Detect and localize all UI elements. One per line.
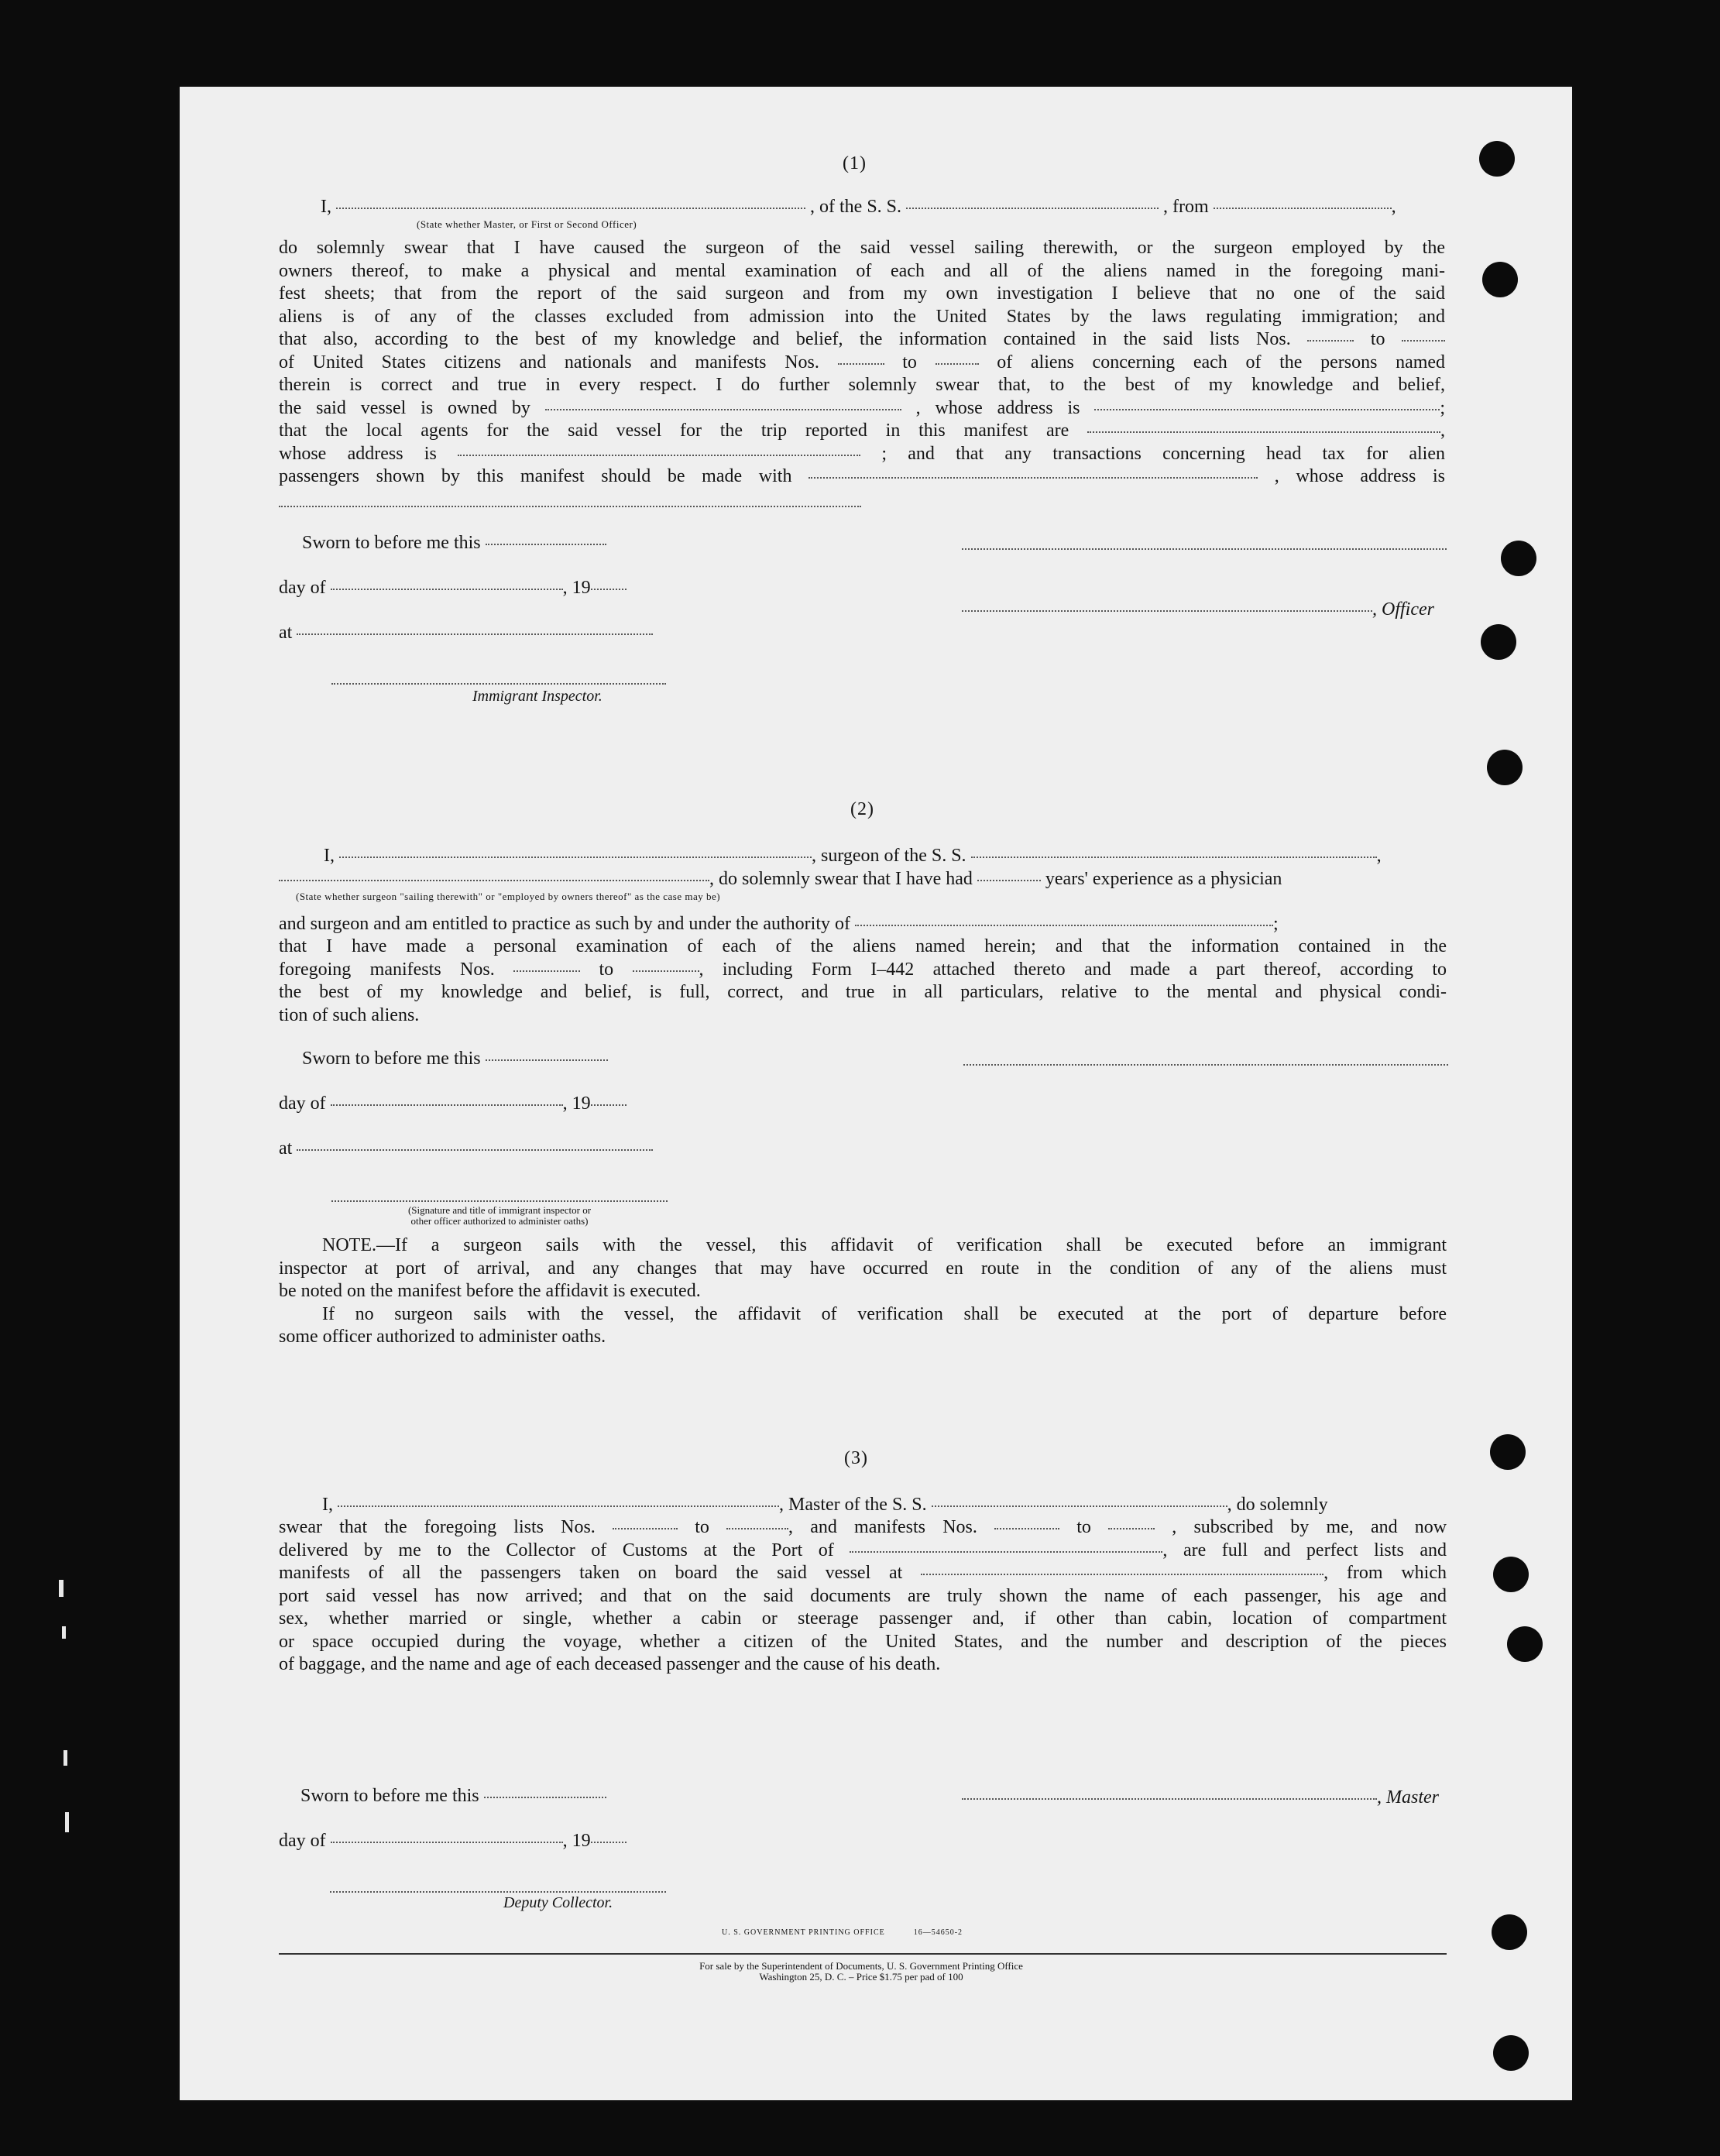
s2-at-field[interactable] [297,1148,653,1151]
officer-rank-field[interactable] [336,207,805,209]
s1-officer-label: , Officer [1372,599,1434,620]
manifest-from-field[interactable] [838,362,884,365]
s3-port-field[interactable] [850,1550,1162,1553]
s2-at [279,1138,653,1159]
s1-passengers-text: passengers shown by this manifest should be made with [279,466,792,486]
owner-address-field[interactable] [1094,408,1440,410]
s3-manifests-to-field[interactable] [1108,1527,1155,1529]
s3-manifests-from-field[interactable] [994,1527,1059,1529]
s2-manifest-from-field[interactable] [513,970,580,972]
s3-vessel-field[interactable] [932,1505,1227,1507]
s3-collector-signature-line[interactable] [330,1891,666,1893]
s3-month-field[interactable] [331,1841,563,1843]
s1-line1: I, , of the S. S. , from , [321,197,1396,217]
punch-hole [1479,141,1515,177]
s2-line2 [279,869,1282,890]
owner-field[interactable] [545,408,901,410]
s1-agent-address-text: whose address is [279,443,437,464]
s2-surgeon-of-label: , surgeon of the S. S. [812,846,966,866]
s3-body-line [279,1516,1447,1540]
punch-hole [1501,541,1536,576]
s3-body-line [279,1562,1447,1585]
s1-master-signature-line[interactable] [962,548,1447,550]
s1-body-line: owners thereof, to make a physical and mental examination of each and all of the aliens named in the foregoing mani- [279,260,1445,281]
s2-year-field[interactable] [591,1104,627,1106]
s1-head-tax-text: ; and that any transactions concerning head tax for alien [881,443,1446,464]
s3-day-of [279,1831,627,1852]
punch-hole [1492,1914,1527,1950]
s2-line1: I, , surgeon of the S. S. , [324,846,1382,866]
s2-authority: and surgeon and am entitled to practice as such by and under the authority of ; [279,914,1279,934]
authority-field[interactable] [855,924,1273,926]
s3-sworn-label: Sworn to before me this [300,1786,479,1806]
s1-of-ss-label: , of the S. S. [810,197,902,217]
s1-of-aliens-text: of aliens concerning each of the persons named [997,352,1446,372]
s3-delivered-text: delivered by me to the Collector of Customs at the Port of [279,1540,834,1560]
s3-collector-label: Deputy Collector. [503,1894,613,1911]
footer-rule [279,1953,1447,1955]
s3-sworn [300,1786,606,1807]
s3-to-label: to [1076,1517,1091,1537]
s2-sworn-day-field[interactable] [486,1059,608,1061]
scan-speck [65,1812,69,1832]
printing-office-label: U. S. GOVERNMENT PRINTING OFFICE [722,1928,885,1937]
s3-master-of-label: , Master of the S. S. [779,1495,927,1515]
s2-body [279,936,1447,1027]
s3-master-name-field[interactable] [338,1505,779,1507]
s3-manifests-all-text: manifests of all the passengers taken on board the said vessel at [279,1563,903,1583]
scan-speck [62,1626,66,1639]
s1-whose-address-text: , whose address is [915,397,1080,418]
s1-sworn-day-field[interactable] [486,543,606,545]
s1-to-label: to [902,352,917,372]
s1-body [279,237,1445,489]
s3-body-line: or space occupied during the voyage, whether a citizen of the United States, and the number and description of the pieces [279,1631,1447,1652]
s2-note [279,1234,1447,1349]
s2-body-line [279,959,1447,982]
punch-hole [1507,1626,1543,1662]
s3-lists-from-field[interactable] [613,1527,678,1529]
s3-to-label: to [695,1517,709,1537]
s2-signature-note [331,1205,668,1227]
s2-swear-text: , do solemnly swear that I have had [709,869,973,889]
s3-swear-lists-text: swear that the foregoing lists Nos. [279,1517,596,1537]
s1-from-label: , from [1163,197,1209,217]
s2-signature-note-line: (Signature and title of immigrant inspector or [407,1204,592,1216]
s1-whose-address-text: , whose address is [1274,466,1446,486]
section-3-number: (3) [844,1448,868,1468]
s1-body-line: the said vessel is owned by , whose address is ; [279,397,1446,418]
s1-body-line: that the local agents for the said vessel for the trip reported in this manifest are , [279,421,1445,441]
s1-at-field[interactable] [297,633,653,635]
agents-field[interactable] [1087,431,1440,433]
s3-body-line: of baggage, and the name and age of each deceased passenger and the cause of his death. [279,1654,941,1674]
s2-year-label: , 19 [562,1093,591,1114]
s3-day-of-label: day of [279,1831,326,1851]
agent-address-field[interactable] [458,454,860,456]
s1-inspector-label: Immigrant Inspector. [472,688,603,705]
s3-line1 [322,1495,1328,1516]
s2-signature-note-line: other officer authorized to administer oaths) [410,1215,589,1227]
s1-body-line: do solemnly swear that I have caused the surgeon of the said vessel sailing therewith, or the surgeon employed by the [279,238,1445,258]
s3-master-label: , Master [1377,1787,1439,1808]
s1-rank-note: (State whether Master, or First or Second Officer) [417,218,637,230]
s2-authority-text: and surgeon and am entitled to practice as such by and under the authority of [279,914,850,934]
s1-agents-text: that the local agents for the said vessel for the trip reported in this manifest are [279,421,1069,441]
s3-body-line [279,1540,1447,1563]
s2-note-line: inspector at port of arrival, and any changes that may have occurred en route in the condition of any of the aliens must [279,1258,1447,1279]
s1-officer-signature-field[interactable] [962,609,1372,612]
surgeon-status-field[interactable] [279,879,709,881]
s3-do-solemnly-text: , do solemnly [1227,1495,1328,1515]
s1-month-field[interactable] [331,588,563,590]
punch-hole [1487,750,1523,785]
s3-body-line: port said vessel has now arrived; and that on the said documents are truly shown the name of each passenger, his age and [279,1585,1447,1606]
s2-month-field[interactable] [331,1104,563,1106]
s1-day-of-label: day of [279,578,326,598]
s3-master-sig [962,1787,1439,1808]
s1-to-label: to [1370,329,1385,349]
s2-status-note: (State whether surgeon "sailing therewith" or "employed by owners thereof" as the case may be) [296,891,721,902]
s3-departure-port-field[interactable] [921,1573,1323,1575]
scan-speck [64,1750,67,1766]
form-code: 16—54650-2 [913,1928,963,1937]
s1-at-label: at [279,623,293,643]
section-1-number: (1) [843,153,867,173]
s2-inspector-signature-line[interactable] [331,1200,668,1202]
s1-owned-by-text: the said vessel is owned by [279,397,530,418]
punch-hole [1481,624,1516,660]
s3-and-manifests-text: , and manifests Nos. [788,1517,977,1537]
s1-body-line: therein is correct and true in every respect. I do further solemnly swear that, to the best of my knowledge and belief, [279,375,1445,395]
s3-from-which-text: , from which [1323,1563,1447,1583]
s2-including-text: , including Form I–442 attached thereto and made a part thereof, according to [699,959,1447,980]
punch-hole [1493,1557,1529,1592]
s3-year-field[interactable] [591,1841,627,1843]
s2-note-line: be noted on the manifest before the affidavit is executed. [279,1281,701,1301]
s2-to-label: to [599,959,614,980]
s1-inspector-signature-line[interactable] [331,683,666,685]
punch-hole [1482,262,1518,297]
s3-sworn-day-field[interactable] [484,1796,606,1798]
s1-body-line [279,328,1445,352]
form-page [180,87,1572,2100]
s2-day-of [279,1093,627,1114]
s1-year-label: , 19 [562,578,591,598]
s2-note-line: NOTE.—If a surgeon sails with the vessel, this affidavit of verification shall be executed before an immigrant [322,1235,1447,1255]
s1-day-of [279,578,627,599]
printing-office-imprint [722,1928,963,1937]
s2-note-line: some officer authorized to administer oaths. [279,1327,606,1347]
s2-manifest-to-field[interactable] [633,970,699,972]
s3-subscribed-text: , subscribed by me, and now [1172,1517,1447,1537]
s1-body-line [279,443,1445,466]
section-2-number: (2) [850,799,874,819]
s1-lists-text: that also, according to the best of my knowledge and belief, the information contained in the said lists Nos. [279,329,1291,349]
s2-body-line: that I have made a personal examination of each of the aliens named herein; and that the information contained in the [279,936,1447,956]
citizen-list-to-field[interactable] [1402,339,1445,342]
head-tax-contact-field[interactable] [809,476,1258,479]
s2-i-label: I, [324,846,335,866]
surgeon-name-field[interactable] [339,856,812,858]
s2-sworn [302,1049,608,1069]
s2-body-line: tion of such aliens. [279,1004,420,1025]
s1-sworn-label: Sworn to before me this [302,533,481,553]
vessel-name-field[interactable] [906,207,1159,209]
s1-i-label: I, [321,197,331,217]
s1-body-line: fest sheets; that from the report of the said surgeon and from my own investigation I believe that no one of the said [279,283,1445,304]
s3-lists-to-field[interactable] [726,1527,788,1529]
s1-body-line [279,465,1445,489]
s1-officer [962,599,1434,620]
s2-sworn-label: Sworn to before me this [302,1049,481,1069]
scan-speck [59,1580,64,1597]
s1-body-line [279,352,1445,375]
s1-body-line: aliens is of any of the classes excluded from admission into the United States by the laws regulating immigration; and [279,306,1445,327]
punch-hole [1493,2035,1529,2071]
s2-years-text: years' experience as a physician [1045,869,1282,889]
s2-surgeon-signature-line[interactable] [963,1064,1448,1066]
s3-body [279,1516,1447,1677]
sale-notice-line: Washington 25, D. C. – Price $1.75 per pad of 100 [759,1971,963,1983]
s3-body-line: sex, whether married or single, whether a cabin or steerage passenger and, if other than cabin, location of compartment [279,1608,1447,1629]
s2-at-label: at [279,1138,293,1159]
manifest-to-field[interactable] [936,362,979,365]
s1-year-field[interactable] [591,588,627,590]
s2-manifests-text: foregoing manifests Nos. [279,959,495,980]
punch-hole [1490,1434,1526,1470]
s2-day-of-label: day of [279,1093,326,1114]
citizen-list-from-field[interactable] [1307,339,1354,342]
s3-full-perfect-text: , are full and perfect lists and [1162,1540,1447,1560]
s3-i-label: I, [322,1495,333,1515]
s3-master-signature-field[interactable] [962,1797,1377,1800]
sale-notice-line: For sale by the Superintendent of Documents, U. S. Government Printing Office [699,1960,1023,1972]
s2-note-line: If no surgeon sails with the vessel, the affidavit of verification shall be executed at the port of departure before [322,1303,1447,1324]
s2-body-line: the best of my knowledge and belief, is full, correct, and true in all particulars, relative to the mental and physical condi- [279,982,1447,1002]
s2-vessel-field[interactable] [971,856,1377,858]
s1-address-continuation-line[interactable] [279,506,861,507]
s1-manifests-text: of United States citizens and nationals and manifests Nos. [279,352,819,372]
from-port-field[interactable] [1214,207,1392,209]
sale-notice [551,1961,1171,1983]
s3-year-label: , 19 [562,1831,591,1851]
years-experience-field[interactable] [977,879,1041,881]
s1-sworn [302,533,606,554]
s1-at [279,623,653,644]
